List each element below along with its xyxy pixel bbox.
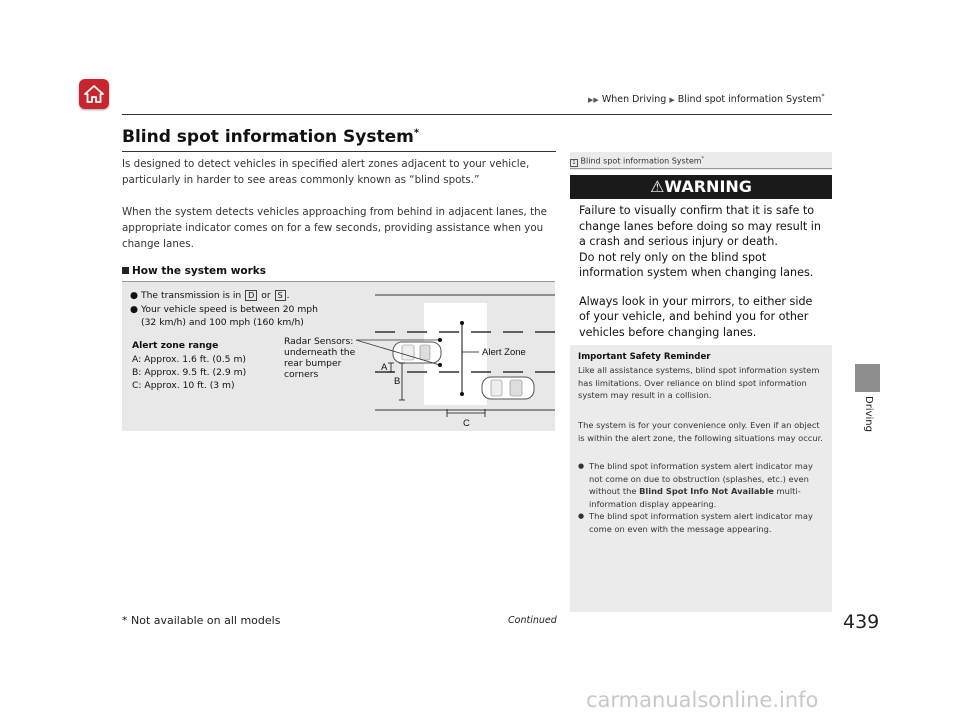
page-title: [122, 127, 419, 147]
section-heading-text: How the system works: [132, 265, 267, 277]
bullet-dot-icon: ●: [130, 290, 139, 301]
warning-banner: [570, 175, 832, 199]
alert-zone-end-top: [460, 321, 464, 325]
dimension-b-label: B: [394, 376, 401, 387]
title-asterisk: *: [413, 127, 420, 139]
alert-zone-end-bottom: [460, 392, 464, 396]
title-rule: [122, 151, 556, 152]
watermark: carmanualsonline.info: [586, 688, 819, 712]
situation-1-bold: Blind Spot Info Not Available: [639, 486, 774, 496]
radar-point-top: [438, 338, 442, 342]
section-heading: [122, 265, 266, 277]
warning-label: WARNING: [664, 177, 752, 196]
situation-1-text: The blind spot information system alert indicator may not come on due to obstruction (splashes, etc.) even without the: [589, 461, 813, 496]
intro-paragraph-1: Is designed to detect vehicles in specified alert zones adjacent to your vehicle, particularly in harder to see areas commonly known as “blind spots.”: [122, 158, 530, 186]
chapter-tab-label: Driving: [863, 396, 874, 432]
condition-1-text: The transmission is in: [140, 290, 242, 301]
condition-2-text: Your vehicle speed is between 20 mph: [140, 304, 318, 315]
warning-triangle-icon: ⚠: [650, 177, 665, 196]
warning-line-8: vehicles before changing lanes.: [579, 325, 757, 339]
condition-or: or: [261, 290, 271, 301]
warning-text: [579, 203, 827, 353]
home-button[interactable]: [79, 79, 109, 109]
warning-line-6: Always look in your mirrors, to either side: [579, 294, 813, 308]
warning-line-2: change lanes before doing so may result in: [579, 219, 821, 233]
host-vehicle-icon: [393, 342, 441, 363]
situation-bullet-1: [578, 460, 824, 510]
safety-reminder-text: Like all assistance systems, blind spot information system has limitations. Over reliance on blind spot information system may result in a collision.: [578, 365, 820, 400]
radar-line-4: corners: [284, 369, 319, 380]
warning-line-7: of your vehicle, and behind you for other: [579, 310, 809, 323]
breadcrumb: [588, 93, 824, 105]
radar-point-bottom: [438, 363, 442, 367]
alert-zone-diagram: [122, 281, 555, 431]
situation-bullet-2: ● The blind spot information system alert indicator may come on even with the message appearing.: [578, 510, 824, 535]
range-c: C: Approx. 10 ft. (3 m): [132, 380, 235, 391]
radar-line-1: Radar Sensors:: [284, 336, 354, 347]
side-note-title-text: Blind spot information System: [580, 156, 702, 166]
safety-reminder-heading: Important Safety Reminder: [578, 352, 711, 362]
header-rule: [122, 114, 832, 115]
side-note-title: [570, 156, 704, 167]
alert-zone-label: Alert Zone: [482, 347, 526, 358]
dimension-a-label: A: [381, 362, 388, 373]
situation-list: [578, 460, 824, 535]
intro-paragraph-2: When the system detects vehicles approaching from behind in adjacent lanes, the appropriate indicator comes on for a few seconds, providing assistance when you change lanes.: [122, 206, 547, 250]
note-marker-icon: 1: [570, 159, 578, 167]
footnote: * Not available on all models: [122, 614, 281, 627]
range-a: A: Approx. 1.6 ft. (0.5 m): [132, 354, 246, 365]
bullet-dot-icon: ●: [130, 304, 139, 315]
gear-s-key: S: [275, 290, 286, 301]
breadcrumb-when-driving[interactable]: When Driving: [601, 94, 667, 106]
radar-line-2: underneath the: [284, 347, 356, 358]
warning-line-1: Failure to visually confirm that it is safe to: [579, 204, 815, 217]
dimension-c-label: C: [463, 418, 470, 429]
breadcrumb-blind-spot[interactable]: Blind spot information System: [677, 94, 822, 106]
convenience-text: The system is for your convenience only. Even if an object is within the alert zone, the following situations may occur.: [578, 420, 823, 443]
condition-period: .: [286, 290, 290, 301]
continued-label: Continued: [508, 615, 557, 626]
page-title-text: Blind spot information System: [122, 127, 414, 147]
chapter-tab[interactable]: [855, 364, 880, 392]
home-icon: [83, 83, 105, 105]
condition-2-line2: (32 km/h) and 100 mph (160 km/h): [141, 317, 304, 328]
page-number: 439: [843, 611, 880, 633]
range-b: B: Approx. 9.5 ft. (2.9 m): [132, 367, 247, 378]
approaching-vehicle-icon: [482, 377, 534, 399]
side-note-rule: [570, 168, 832, 169]
warning-line-5: information system when changing lanes.: [579, 266, 814, 279]
situation-1-post: multi-information display appearing.: [589, 486, 801, 509]
warning-line-3: a crash and serious injury or death.: [579, 235, 778, 248]
side-note-asterisk: *: [701, 156, 705, 162]
square-bullet-icon: [122, 267, 129, 274]
alert-zone-range-title: Alert zone range: [132, 340, 219, 351]
warning-line-4: Do not rely only on the blind spot: [579, 250, 767, 264]
breadcrumb-arrow-icon: ▶: [669, 96, 675, 105]
asterisk-mark: *: [821, 93, 825, 100]
breadcrumb-arrow-icon: ▶▶: [588, 96, 599, 105]
gear-d-key: D: [245, 290, 257, 301]
radar-line-3: rear bumper: [284, 358, 342, 369]
